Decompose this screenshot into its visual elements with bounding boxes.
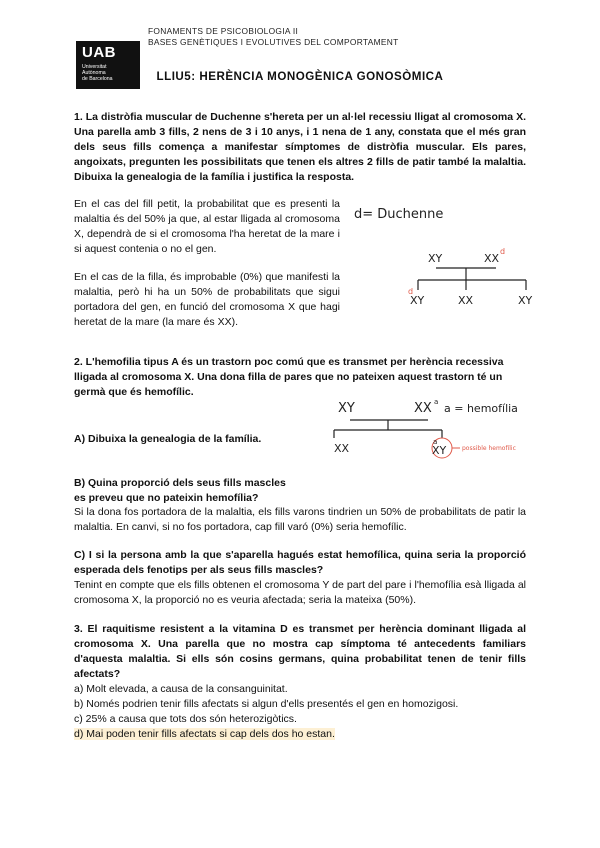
q3-option-a: a) Molt elevada, a causa de la consanguinitat. <box>74 683 288 695</box>
q3-question: 3. El raquitisme resistent a la vitamina D es transmet per herència dominant lligada al cromosoma X. Una parella que no mostra cap símptoma té antecedents familiars d'aquesta malaltia. Si ells són cosins germans, quina probabilitat tenen de tenir fills afectats? <box>74 623 526 680</box>
logo-sub-3: de Barcelona <box>82 76 113 82</box>
q2-line1: 2. L'hemofilia tipus A és un trastorn poc comú que es transmet per herència recessiva lligada al cromosoma X. Una dona filla de pares que no pateixen aquest trastorn té un germà que és hemofílic. <box>74 356 504 398</box>
q2-pedigree-diagram <box>330 392 530 472</box>
q1-mother-mark: d <box>500 247 506 256</box>
q2-child2: XY <box>432 444 447 457</box>
q1-pedigree-diagram <box>350 198 540 318</box>
q2-part-c-answer: Tenint en compte que els fills obtenen el cromosoma Y de part del pare i l'hemofília esà lligada al cromosoma X, la proporció no es veuria afectada; seria la mateixa (50%). <box>74 579 526 606</box>
q1-father: XY <box>428 252 443 265</box>
q2-father: XY <box>338 401 355 416</box>
logo-text: UAB <box>82 44 116 61</box>
q3-option-d-highlight: d) Mai poden tenir fills afectats si cap dels dos ho estan. <box>74 728 335 740</box>
q3-option-c: c) 25% a causa que tots dos són heterozigòtics. <box>74 713 297 725</box>
logo-sub-2: Autònoma <box>82 70 106 76</box>
q1-question: 1. La distròfia muscular de Duchenne s'hereta per un al·lel recessiu lligat al cromosoma X. Una parella amb 3 fills, 2 nens de 3 i 10 anys, i 1 nena de 1 any, constata que el més gran dels seus fills comença a manifestar símptomes de distròfia muscular. Els pares, angoixats, pregunten les possibilitats que tenen els altres 2 fills de patir també la malaltia. Dibuixa la genealogia de la família i justifica la resposta. <box>74 111 526 183</box>
page-title: LLIU5: HERÈNCIA MONOGÈNICA GONOSÒMICA <box>156 70 444 83</box>
q2-part-b-question: B) Quina proporció dels seus fills mascles es preveu que no pateixin hemofília? <box>74 477 286 504</box>
q1-mother: XX <box>484 252 500 265</box>
q1-child1-mark: d <box>408 287 414 296</box>
logo-sub-1: Universitat <box>82 64 107 70</box>
q2-child2-mark: a <box>433 438 438 446</box>
q2-mother-mark: a <box>434 398 439 406</box>
q3-option-b: b) Només podrien tenir fills afectats si algun d'ells presentés el gen en homozigosi. <box>74 698 459 710</box>
q2-part-c-question: C) I si la persona amb la que s'aparella hagués estat hemofílica, quina seria la proporció esperada dels fenotips per als seus fills mascles? <box>74 549 526 576</box>
q2-part-b-answer: Si la dona fos portadora de la malaltia, els fills varons tindrien un 50% de probabilitats de patir la malaltia. En canvi, si no fos portadora, cap fill varó (0%) seria hemofílic. <box>74 506 526 533</box>
q1-legend: d= Duchenne <box>354 207 444 222</box>
q1-answer-daughter: En el cas de la filla, és improbable (0%) que manifesti la malaltia, però hi ha un 50% de probabilitats que sigui portadora del gen, en funció del cromosoma X que hagi heretat de la mare (la mare és XX). <box>74 271 340 328</box>
course-title: FONAMENTS DE PSICOBIOLOGIA II <box>148 26 299 36</box>
q1-child2: XX <box>458 294 474 307</box>
q2-part-a: A) Dibuixa la genealogia de la família. <box>74 433 262 445</box>
q2-mother: XX <box>414 401 432 416</box>
q1-child3: XY <box>518 294 533 307</box>
q2-child1: XX <box>334 442 350 455</box>
q1-child1: XY <box>410 294 425 307</box>
course-subtitle: BASES GENÈTIQUES I EVOLUTIVES DEL COMPORTAMENT <box>148 37 399 47</box>
q3-option-d <box>74 727 526 742</box>
q2-legend: a = hemofília <box>444 402 518 415</box>
q2-note: possible hemofílic <box>462 445 516 452</box>
q1-answer-son: En el cas del fill petit, la probabilitat que es presenti la malaltia és del 50% ja que, al estar lligada al cromosoma X, dependrà de si el cromosoma l'ha heretat de la mare i si aquest contenia o no el gen. <box>74 198 340 255</box>
